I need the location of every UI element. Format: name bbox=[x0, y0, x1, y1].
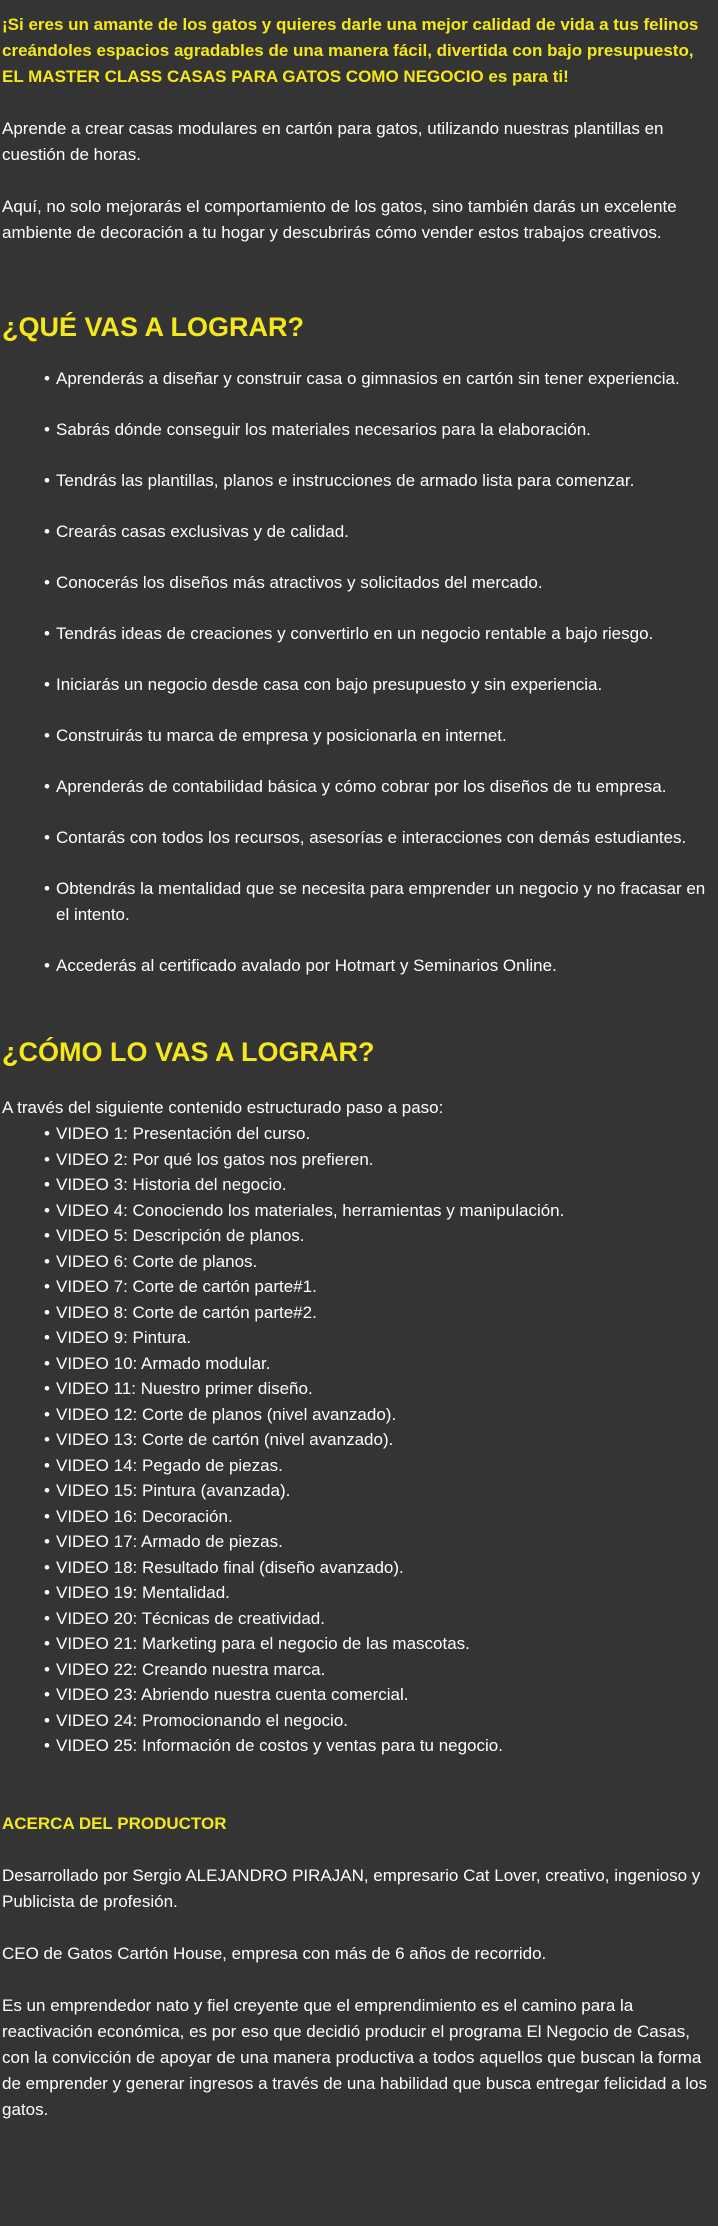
video-item: • VIDEO 12: Corte de planos (nivel avanzado). bbox=[44, 1402, 716, 1428]
goal-item: • Conocerás los diseños más atractivos y solicitados del mercado. bbox=[44, 570, 716, 596]
video-item: • VIDEO 22: Creando nuestra marca. bbox=[44, 1657, 716, 1683]
video-item: • VIDEO 14: Pegado de piezas. bbox=[44, 1453, 716, 1479]
goal-item: • Aprenderás a diseñar y construir casa o gimnasios en cartón sin tener experiencia. bbox=[44, 366, 716, 392]
description-paragraph: Aprende a crear casas modulares en cartón para gatos, utilizando nuestras plantillas en cuestión de horas. bbox=[2, 119, 664, 164]
goal-item: • Tendrás ideas de creaciones y convertirlo en un negocio rentable a bajo riesgo. bbox=[44, 621, 716, 647]
video-list bbox=[2, 1121, 716, 1759]
video-item: • VIDEO 6: Corte de planos. bbox=[44, 1249, 716, 1275]
goal-item: • Contarás con todos los recursos, asesorías e interacciones con demás estudiantes. bbox=[44, 825, 716, 851]
section-heading-logros: ¿QUÉ VAS A LOGRAR? bbox=[2, 312, 304, 342]
video-item: • VIDEO 1: Presentación del curso. bbox=[44, 1121, 716, 1147]
goal-item: • Construirás tu marca de empresa y posicionarla en internet. bbox=[44, 723, 716, 749]
goal-item: • Tendrás las plantillas, planos e instrucciones de armado lista para comenzar. bbox=[44, 468, 716, 494]
video-item: • VIDEO 19: Mentalidad. bbox=[44, 1580, 716, 1606]
section-heading-productor: ACERCA DEL PRODUCTOR bbox=[2, 1813, 227, 1833]
video-item: • VIDEO 15: Pintura (avanzada). bbox=[44, 1478, 716, 1504]
goal-item: • Accederás al certificado avalado por Hotmart y Seminarios Online. bbox=[44, 953, 716, 979]
section-heading-como: ¿CÓMO LO VAS A LOGRAR? bbox=[2, 1037, 375, 1067]
video-item: • VIDEO 23: Abriendo nuestra cuenta comercial. bbox=[44, 1682, 716, 1708]
goals-list bbox=[2, 366, 716, 979]
video-item: • VIDEO 25: Información de costos y ventas para tu negocio. bbox=[44, 1733, 716, 1759]
goal-item: • Iniciarás un negocio desde casa con bajo presupuesto y sin experiencia. bbox=[44, 672, 716, 698]
video-item: • VIDEO 3: Historia del negocio. bbox=[44, 1172, 716, 1198]
video-item: • VIDEO 13: Corte de cartón (nivel avanzado). bbox=[44, 1427, 716, 1453]
goal-item: • Aprenderás de contabilidad básica y cómo cobrar por los diseños de tu empresa. bbox=[44, 774, 716, 800]
course-description bbox=[0, 12, 718, 2123]
video-item: • VIDEO 10: Armado modular. bbox=[44, 1351, 716, 1377]
producer-paragraph: Desarrollado por Sergio ALEJANDRO PIRAJAN, empresario Cat Lover, creativo, ingenioso y Publicista de profesión. bbox=[2, 1865, 701, 1911]
video-item: • VIDEO 2: Por qué los gatos nos prefieren. bbox=[44, 1147, 716, 1173]
video-item: • VIDEO 21: Marketing para el negocio de las mascotas. bbox=[44, 1631, 716, 1657]
goal-item: • Crearás casas exclusivas y de calidad. bbox=[44, 519, 716, 545]
producer-paragraph: CEO de Gatos Cartón House, empresa con más de 6 años de recorrido. bbox=[2, 1943, 547, 1963]
intro-highlight: ¡Si eres un amante de los gatos y quieres darle una mejor calidad de vida a tus felinos creándoles espacios agradables de una manera fácil, divertida con bajo presupuesto, EL MASTER CLASS CASAS PARA GATOS COMO NEGOCIO es para ti! bbox=[2, 15, 699, 86]
video-item: • VIDEO 11: Nuestro primer diseño. bbox=[44, 1376, 716, 1402]
curriculum-lead: A través del siguiente contenido estructurado paso a paso: bbox=[2, 1098, 444, 1117]
video-item: • VIDEO 16: Decoración. bbox=[44, 1504, 716, 1530]
video-item: • VIDEO 24: Promocionando el negocio. bbox=[44, 1708, 716, 1734]
video-item: • VIDEO 7: Corte de cartón parte#1. bbox=[44, 1274, 716, 1300]
video-item: • VIDEO 18: Resultado final (diseño avanzado). bbox=[44, 1555, 716, 1581]
video-item: • VIDEO 9: Pintura. bbox=[44, 1325, 716, 1351]
producer-paragraph: Es un emprendedor nato y fiel creyente que el emprendimiento es el camino para la reactivación económica, es por eso que decidió producir el programa El Negocio de Casas, con la convicción de apoyar de una manera productiva a todos aquellos que buscan la forma de emprender y generar ingresos a través de una habilidad que busca entregar felicidad a los gatos. bbox=[2, 1995, 708, 2119]
goal-item: • Obtendrás la mentalidad que se necesita para emprender un negocio y no fracasar en el intento. bbox=[44, 876, 716, 928]
video-item: • VIDEO 17: Armado de piezas. bbox=[44, 1529, 716, 1555]
video-item: • VIDEO 5: Descripción de planos. bbox=[44, 1223, 716, 1249]
goal-item: • Sabrás dónde conseguir los materiales necesarios para la elaboración. bbox=[44, 417, 716, 443]
video-item: • VIDEO 4: Conociendo los materiales, herramientas y manipulación. bbox=[44, 1198, 716, 1224]
description-paragraph: Aquí, no solo mejorarás el comportamiento de los gatos, sino también darás un excelente ambiente de decoración a tu hogar y descubrirás cómo vender estos trabajos creativos. bbox=[2, 197, 677, 242]
video-item: • VIDEO 8: Corte de cartón parte#2. bbox=[44, 1300, 716, 1326]
video-item: • VIDEO 20: Técnicas de creatividad. bbox=[44, 1606, 716, 1632]
